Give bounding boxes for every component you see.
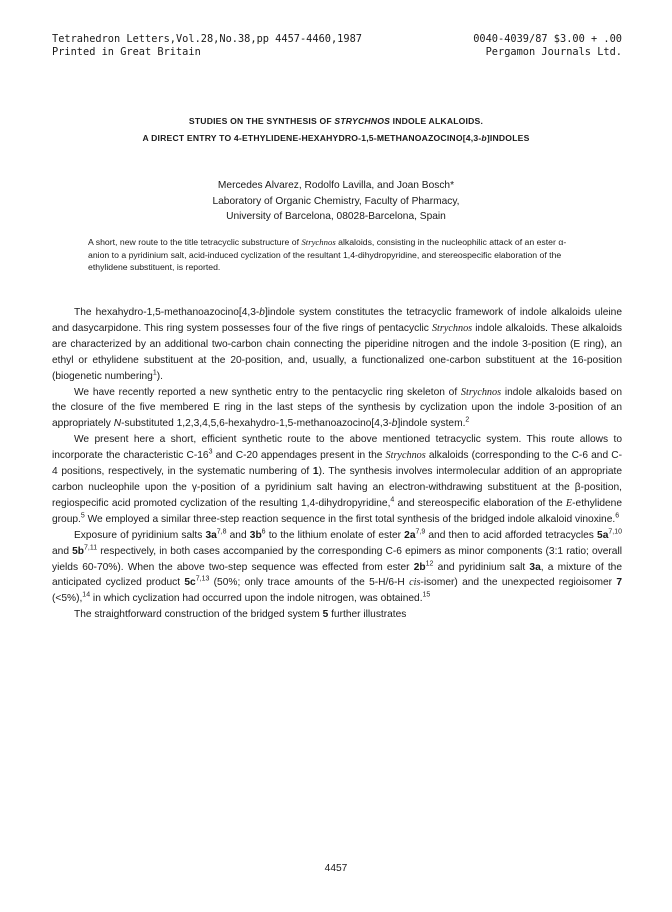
- italic-run: b: [391, 418, 398, 430]
- title-italic: STRYCHNOS: [334, 116, 391, 126]
- body-text: [52, 305, 622, 623]
- reference-marker: 7,8: [216, 528, 227, 536]
- text-run: -substituted 1,2,3,4,5,6-hexahydro-1,5-methanoazocino[4,3-: [121, 418, 392, 430]
- reference-marker: 5: [80, 512, 85, 520]
- text-run: respectively, in both cases accompanied by the corresponding C-6 epimers as minor components (3:1 ratio; overall yields 60-70%). When the above two-step sequence was effected from ester: [52, 545, 622, 573]
- abstract-text: A short, new route to the title tetracyclic substructure of: [88, 237, 302, 247]
- compound-number: 5b: [72, 545, 85, 557]
- reference-marker: 7,13: [195, 576, 210, 584]
- text-run: and: [226, 529, 250, 541]
- text-run: and C-20 appendages present in the: [212, 450, 386, 462]
- italic-run: E: [565, 497, 573, 509]
- abstract-italic: Strychnos: [301, 237, 336, 247]
- reference-marker: 7,11: [84, 544, 98, 552]
- italic-run: Strychnos: [460, 386, 502, 398]
- title-text: STUDIES ON THE SYNTHESIS OF: [188, 116, 335, 126]
- compound-number: 3b: [249, 529, 262, 541]
- text-run: ]indole system constitutes the tetracyclic framework of indole alkaloids uleine and dasycarpidone. This ring system possesses four of the five rings of pentacyclic: [52, 307, 622, 334]
- article-title: [0, 113, 672, 147]
- compound-number: 5a: [597, 529, 609, 541]
- publisher: Pergamon Journals Ltd.: [485, 45, 622, 58]
- author-block: [0, 178, 672, 225]
- compound-number: 1: [312, 466, 319, 478]
- journal-citation: Tetrahedron Letters,Vol.28,No.38,pp 4457-4460,1987: [52, 33, 362, 45]
- paragraph-5: [52, 607, 622, 623]
- paragraph-3: [52, 432, 622, 527]
- title-italic: b: [481, 133, 487, 143]
- text-run: ). The synthesis involves intermolecular addition of an appropriate carbon nucleophile upon the γ-position of a pyridinium salt having an electron-withdrawing substituent at the β-position, regiospecific acid promoted cyclization of the resulting 1,4-dihydropyridine,: [52, 466, 622, 509]
- paragraph-1: [52, 305, 622, 385]
- reference-marker: 14: [82, 591, 91, 599]
- text-run: We employed a similar three-step reaction sequence in the first total synthesis of the bridged indole alkaloid vinoxine.: [84, 513, 616, 525]
- text-run: alkaloids (corresponding to the C-6 and C-4 positions, respectively, in the systematic numbering of: [52, 450, 622, 478]
- compound-number: 5: [322, 609, 329, 621]
- title-text: INDOLE ALKALOIDS.: [390, 116, 484, 126]
- price-code: 0040-4039/87 $3.00 + .00: [473, 33, 622, 45]
- text-run: , a mixture of the anticipated cyclized product: [52, 561, 623, 589]
- reference-marker: 7,9: [415, 528, 426, 536]
- title-text: ]INDOLES: [486, 133, 530, 143]
- text-run: (<5%),: [52, 593, 83, 605]
- title-text: A DIRECT ENTRY TO 4-ETHYLIDENE-HEXAHYDRO-1,5-METHANOAZOCINO[4,3-: [142, 133, 482, 143]
- text-run: and then to acid afforded tetracycles: [425, 529, 598, 541]
- abstract: [88, 236, 576, 274]
- italic-run: cis: [409, 577, 421, 589]
- journal-header: [52, 33, 622, 58]
- text-run: and: [52, 545, 73, 557]
- compound-number: 2b: [413, 561, 426, 573]
- text-run: ).: [156, 370, 163, 382]
- reference-marker: 6: [261, 528, 266, 536]
- text-run: indole alkaloids. These alkaloids are characterized by an additional two-carbon chain connecting the piperidine nitrogen and the indole 3-position (E ring), an ethyl or ethylidene substituent at the 20-position, and, usually, a functionalized one-carbon substituent at the 16-position (biogenetic numbering: [52, 322, 622, 382]
- reference-marker: 4: [390, 496, 395, 504]
- text-run: to the lithium enolate of ester: [265, 529, 405, 541]
- text-run: The straightforward construction of the bridged system: [74, 609, 323, 621]
- text-run: and stereospecific elaboration of the: [394, 497, 566, 509]
- text-run: further illustrates: [328, 609, 407, 621]
- text-run: -ethylidene group.: [52, 497, 622, 525]
- reference-marker: 3: [208, 448, 213, 456]
- title-line-2: [0, 130, 672, 147]
- compound-number: 5c: [184, 577, 196, 589]
- compound-number: 2a: [404, 529, 416, 541]
- italic-run: b: [259, 307, 265, 318]
- reference-marker: 7,10: [608, 528, 623, 536]
- paragraph-2: [52, 385, 622, 433]
- reference-marker: 1: [152, 369, 157, 377]
- reference-marker: 2: [465, 416, 470, 424]
- text-run: (50%; only trace amounts of the 5-H/6-H: [209, 577, 410, 589]
- italic-run: Strychnos: [385, 450, 426, 462]
- compound-number: 7: [616, 577, 622, 589]
- text-run: We have recently reported a new synthetic entry to the pentacyclic ring skeleton of: [74, 386, 461, 398]
- abstract-text: alkaloids, consisting in the nucleophilic attack of an ester α-anion to a pyridinium salt, acid-induced cyclization of the resultant 1,4-dihydropyridine, and stereospecific elaboration of the ethylidene substituent, is reported.: [88, 237, 567, 273]
- text-run: indole alkaloids based on the closure of the five membered E ring in the last steps of the synthesis by cyclization upon the indole 3-position of an appropriately: [52, 386, 622, 430]
- reference-marker: 6: [615, 512, 620, 520]
- affiliation-line-1: Laboratory of Organic Chemistry, Faculty of Pharmacy,: [212, 195, 460, 207]
- page-number: 4457: [324, 863, 348, 874]
- affiliation-line-2: University of Barcelona, 08028-Barcelona, Spain: [226, 211, 446, 222]
- paragraph-4: [52, 528, 622, 608]
- text-run: in which cyclization had occurred upon the indole nitrogen, was obtained.: [90, 593, 423, 605]
- italic-run: N: [113, 418, 122, 430]
- text-run: and pyridinium salt: [433, 561, 530, 573]
- compound-number: 3a: [529, 561, 541, 573]
- reference-marker: 12: [425, 560, 434, 568]
- text-run: We present here a short, efficient synthetic route to the above mentioned tetracyclic system. This route allows to incorporate the characteristic C-16: [52, 434, 622, 462]
- title-line-1: [0, 113, 672, 130]
- text-run: The hexahydro-1,5-methanoazocino[4,3-: [74, 307, 260, 318]
- printed-note: Printed in Great Britain: [52, 45, 201, 58]
- author-names: Mercedes Alvarez, Rodolfo Lavilla, and Joan Bosch*: [217, 180, 455, 191]
- text-run: -isomer) and the unexpected regioisomer: [420, 577, 617, 589]
- text-run: Exposure of pyridinium salts: [74, 529, 206, 541]
- italic-run: Strychnos: [431, 322, 473, 334]
- text-run: ]indole system.: [397, 418, 466, 430]
- compound-number: 3a: [205, 529, 217, 541]
- reference-marker: 15: [422, 591, 431, 599]
